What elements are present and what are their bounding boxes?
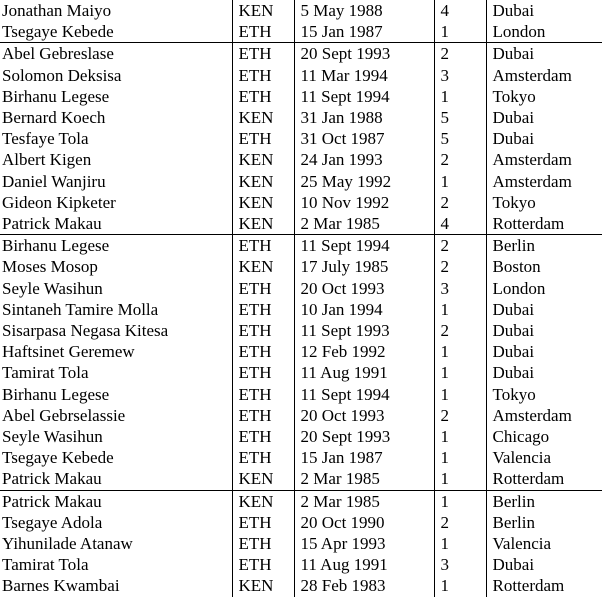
athlete-name-cell: Birhanu Legese bbox=[0, 235, 232, 257]
place-cell: 1 bbox=[434, 171, 486, 192]
birth-date-cell: 11 Sept 1994 bbox=[294, 384, 434, 405]
athlete-name-cell: Tesfaye Tola bbox=[2, 129, 89, 149]
nationality-cell: KEN bbox=[232, 107, 294, 128]
table-row bbox=[0, 320, 602, 341]
nationality-cell: KEN bbox=[232, 490, 294, 512]
table-row bbox=[0, 490, 602, 512]
birth-date-cell: 20 Sept 1993 bbox=[294, 426, 434, 447]
place-cell: 1 bbox=[434, 86, 486, 107]
race-city-cell: Boston bbox=[486, 256, 602, 277]
race-city-cell: Tokyo bbox=[486, 192, 602, 213]
race-city-cell: London bbox=[486, 278, 602, 299]
birth-date-cell: 25 May 1992 bbox=[294, 171, 434, 192]
table-row bbox=[0, 554, 602, 575]
table-row bbox=[0, 341, 602, 362]
place-cell: 1 bbox=[434, 490, 486, 512]
table-row bbox=[0, 512, 602, 533]
nationality-cell: ETH bbox=[232, 86, 294, 107]
athlete-name-cell: Seyle Wasihun bbox=[2, 427, 103, 447]
birth-date-cell: 11 Sept 1994 bbox=[294, 86, 434, 107]
athlete-name-cell: Tamirat Tola bbox=[2, 555, 89, 575]
nationality-cell: KEN bbox=[232, 256, 294, 277]
race-city-cell: Valencia bbox=[486, 447, 602, 468]
table-row bbox=[0, 426, 602, 447]
place-cell: 5 bbox=[434, 128, 486, 149]
table-row bbox=[0, 575, 602, 596]
birth-date-cell: 15 Jan 1987 bbox=[294, 21, 434, 43]
nationality-cell: ETH bbox=[232, 384, 294, 405]
birth-date-cell: 31 Jan 1988 bbox=[294, 107, 434, 128]
birth-date-cell: 31 Oct 1987 bbox=[294, 128, 434, 149]
nationality-cell: ETH bbox=[232, 235, 294, 257]
athlete-name-cell: Sintaneh Tamire Molla bbox=[2, 299, 159, 319]
athlete-name-cell: Abel Gebreslase bbox=[0, 43, 232, 65]
athlete-name-cell: Patrick Makau bbox=[0, 490, 232, 512]
race-city-cell: Chicago bbox=[486, 426, 602, 447]
nationality-cell: ETH bbox=[232, 362, 294, 383]
race-city-cell: Amsterdam bbox=[486, 149, 602, 170]
table-row bbox=[0, 192, 602, 213]
table-row bbox=[0, 213, 602, 235]
place-cell: 1 bbox=[434, 299, 486, 320]
nationality-cell: KEN bbox=[232, 192, 294, 213]
nationality-cell: ETH bbox=[232, 533, 294, 554]
nationality-cell: ETH bbox=[232, 426, 294, 447]
place-cell: 2 bbox=[434, 256, 486, 277]
athlete-name-cell: Daniel Wanjiru bbox=[2, 171, 106, 191]
birth-date-cell: 20 Oct 1990 bbox=[294, 512, 434, 533]
nationality-cell: KEN bbox=[232, 149, 294, 170]
nationality-cell: ETH bbox=[232, 512, 294, 533]
race-city-cell: Dubai bbox=[486, 320, 602, 341]
birth-date-cell: 11 Aug 1991 bbox=[294, 554, 434, 575]
birth-date-cell: 11 Mar 1994 bbox=[294, 65, 434, 86]
place-cell: 3 bbox=[434, 65, 486, 86]
nationality-cell: ETH bbox=[232, 447, 294, 468]
race-city-cell: Amsterdam bbox=[486, 405, 602, 426]
athlete-name-cell: Tsegaye Adola bbox=[2, 512, 103, 532]
athlete-name-cell: Solomon Deksisa bbox=[2, 65, 122, 85]
table-row bbox=[0, 278, 602, 299]
athlete-name-cell: Patrick Makau bbox=[2, 469, 102, 489]
race-city-cell: Dubai bbox=[486, 299, 602, 320]
athlete-name-cell: Albert Kigen bbox=[2, 150, 92, 170]
race-city-cell: Dubai bbox=[486, 0, 602, 21]
birth-date-cell: 11 Sept 1993 bbox=[294, 320, 434, 341]
nationality-cell: ETH bbox=[232, 405, 294, 426]
athlete-name-cell: Seyle Wasihun bbox=[2, 278, 103, 298]
athlete-name-cell: Tamirat Tola bbox=[2, 363, 89, 383]
race-city-cell: Berlin bbox=[486, 235, 602, 257]
place-cell: 1 bbox=[434, 384, 486, 405]
athlete-name-cell: Gideon Kipketer bbox=[2, 192, 116, 212]
athlete-name-cell: Jonathan Maiyo bbox=[2, 1, 112, 20]
place-cell: 5 bbox=[434, 107, 486, 128]
table-row bbox=[0, 447, 602, 468]
athlete-name-cell: Birhanu Legese bbox=[2, 384, 110, 404]
birth-date-cell: 11 Aug 1991 bbox=[294, 362, 434, 383]
birth-date-cell: 10 Nov 1992 bbox=[294, 192, 434, 213]
table-row bbox=[0, 299, 602, 320]
race-city-cell: Berlin bbox=[486, 490, 602, 512]
birth-date-cell: 20 Sept 1993 bbox=[294, 43, 434, 65]
place-cell: 1 bbox=[434, 533, 486, 554]
place-cell: 1 bbox=[434, 341, 486, 362]
place-cell: 2 bbox=[434, 405, 486, 426]
race-city-cell: Rotterdam bbox=[486, 575, 602, 596]
race-city-cell: Rotterdam bbox=[486, 213, 602, 235]
table-row bbox=[0, 128, 602, 149]
race-city-cell: Rotterdam bbox=[486, 468, 602, 490]
table-row bbox=[0, 43, 602, 65]
birth-date-cell: 10 Jan 1994 bbox=[294, 299, 434, 320]
nationality-cell: ETH bbox=[232, 65, 294, 86]
table-row bbox=[0, 235, 602, 257]
birth-date-cell: 24 Jan 1993 bbox=[294, 149, 434, 170]
athlete-name-cell: Abel Gebrselassie bbox=[2, 405, 126, 425]
birth-date-cell: 2 Mar 1985 bbox=[294, 213, 434, 235]
table-row bbox=[0, 171, 602, 192]
race-city-cell: Amsterdam bbox=[486, 65, 602, 86]
nationality-cell: ETH bbox=[232, 299, 294, 320]
athlete-name-cell: Haftsinet Geremew bbox=[2, 342, 135, 362]
birth-date-cell: 12 Feb 1992 bbox=[294, 341, 434, 362]
birth-date-cell: 15 Jan 1987 bbox=[294, 447, 434, 468]
race-city-cell: Dubai bbox=[486, 128, 602, 149]
birth-date-cell: 2 Mar 1985 bbox=[294, 468, 434, 490]
table-row bbox=[0, 256, 602, 277]
place-cell: 2 bbox=[434, 149, 486, 170]
place-cell: 1 bbox=[434, 575, 486, 596]
nationality-cell: ETH bbox=[232, 554, 294, 575]
place-cell: 4 bbox=[434, 0, 486, 21]
birth-date-cell: 11 Sept 1994 bbox=[294, 235, 434, 257]
nationality-cell: ETH bbox=[232, 320, 294, 341]
table-row bbox=[0, 86, 602, 107]
table-row bbox=[0, 149, 602, 170]
nationality-cell: ETH bbox=[232, 43, 294, 65]
athlete-name-cell: Birhanu Legese bbox=[2, 86, 110, 106]
athlete-name-cell: Barnes Kwambai bbox=[2, 576, 120, 596]
table-row bbox=[0, 362, 602, 383]
race-city-cell: Berlin bbox=[486, 512, 602, 533]
table-row bbox=[0, 21, 602, 43]
athlete-name-cell: Bernard Koech bbox=[2, 108, 106, 128]
race-city-cell: Amsterdam bbox=[486, 171, 602, 192]
birth-date-cell: 5 May 1988 bbox=[294, 0, 434, 21]
athlete-name-cell: Moses Mosop bbox=[2, 257, 98, 277]
race-city-cell: Valencia bbox=[486, 533, 602, 554]
place-cell: 1 bbox=[434, 426, 486, 447]
place-cell: 2 bbox=[434, 192, 486, 213]
place-cell: 3 bbox=[434, 554, 486, 575]
place-cell: 1 bbox=[434, 468, 486, 490]
table-row bbox=[0, 65, 602, 86]
place-cell: 2 bbox=[434, 512, 486, 533]
table-row bbox=[0, 0, 602, 21]
nationality-cell: KEN bbox=[232, 575, 294, 596]
birth-date-cell: 17 July 1985 bbox=[294, 256, 434, 277]
race-city-cell: London bbox=[486, 21, 602, 43]
table-row bbox=[0, 468, 602, 490]
place-cell: 2 bbox=[434, 235, 486, 257]
race-city-cell: Tokyo bbox=[486, 86, 602, 107]
birth-date-cell: 28 Feb 1983 bbox=[294, 575, 434, 596]
birth-date-cell: 20 Oct 1993 bbox=[294, 278, 434, 299]
birth-date-cell: 2 Mar 1985 bbox=[294, 490, 434, 512]
birth-date-cell: 15 Apr 1993 bbox=[294, 533, 434, 554]
race-city-cell: Dubai bbox=[486, 107, 602, 128]
race-city-cell: Dubai bbox=[486, 554, 602, 575]
athlete-name-cell: Tsegaye Kebede bbox=[2, 22, 114, 42]
table-row bbox=[0, 107, 602, 128]
nationality-cell: KEN bbox=[232, 0, 294, 21]
nationality-cell: KEN bbox=[232, 171, 294, 192]
athlete-name-cell: Tsegaye Kebede bbox=[2, 448, 114, 468]
athlete-name-cell: Yihunilade Atanaw bbox=[2, 534, 133, 554]
race-city-cell: Tokyo bbox=[486, 384, 602, 405]
nationality-cell: ETH bbox=[232, 278, 294, 299]
place-cell: 1 bbox=[434, 362, 486, 383]
nationality-cell: KEN bbox=[232, 213, 294, 235]
nationality-cell: ETH bbox=[232, 341, 294, 362]
nationality-cell: ETH bbox=[232, 128, 294, 149]
nationality-cell: ETH bbox=[232, 21, 294, 43]
place-cell: 2 bbox=[434, 43, 486, 65]
athlete-name-cell: Sisarpasa Negasa Kitesa bbox=[2, 321, 169, 341]
place-cell: 2 bbox=[434, 320, 486, 341]
birth-date-cell: 20 Oct 1993 bbox=[294, 405, 434, 426]
table-row bbox=[0, 405, 602, 426]
table-row bbox=[0, 533, 602, 554]
race-city-cell: Dubai bbox=[486, 43, 602, 65]
race-city-cell: Dubai bbox=[486, 341, 602, 362]
athlete-name-cell: Patrick Makau bbox=[2, 214, 102, 234]
place-cell: 3 bbox=[434, 278, 486, 299]
place-cell: 1 bbox=[434, 21, 486, 43]
table-row bbox=[0, 384, 602, 405]
place-cell: 1 bbox=[434, 447, 486, 468]
place-cell: 4 bbox=[434, 213, 486, 235]
nationality-cell: KEN bbox=[232, 468, 294, 490]
race-city-cell: Dubai bbox=[486, 362, 602, 383]
